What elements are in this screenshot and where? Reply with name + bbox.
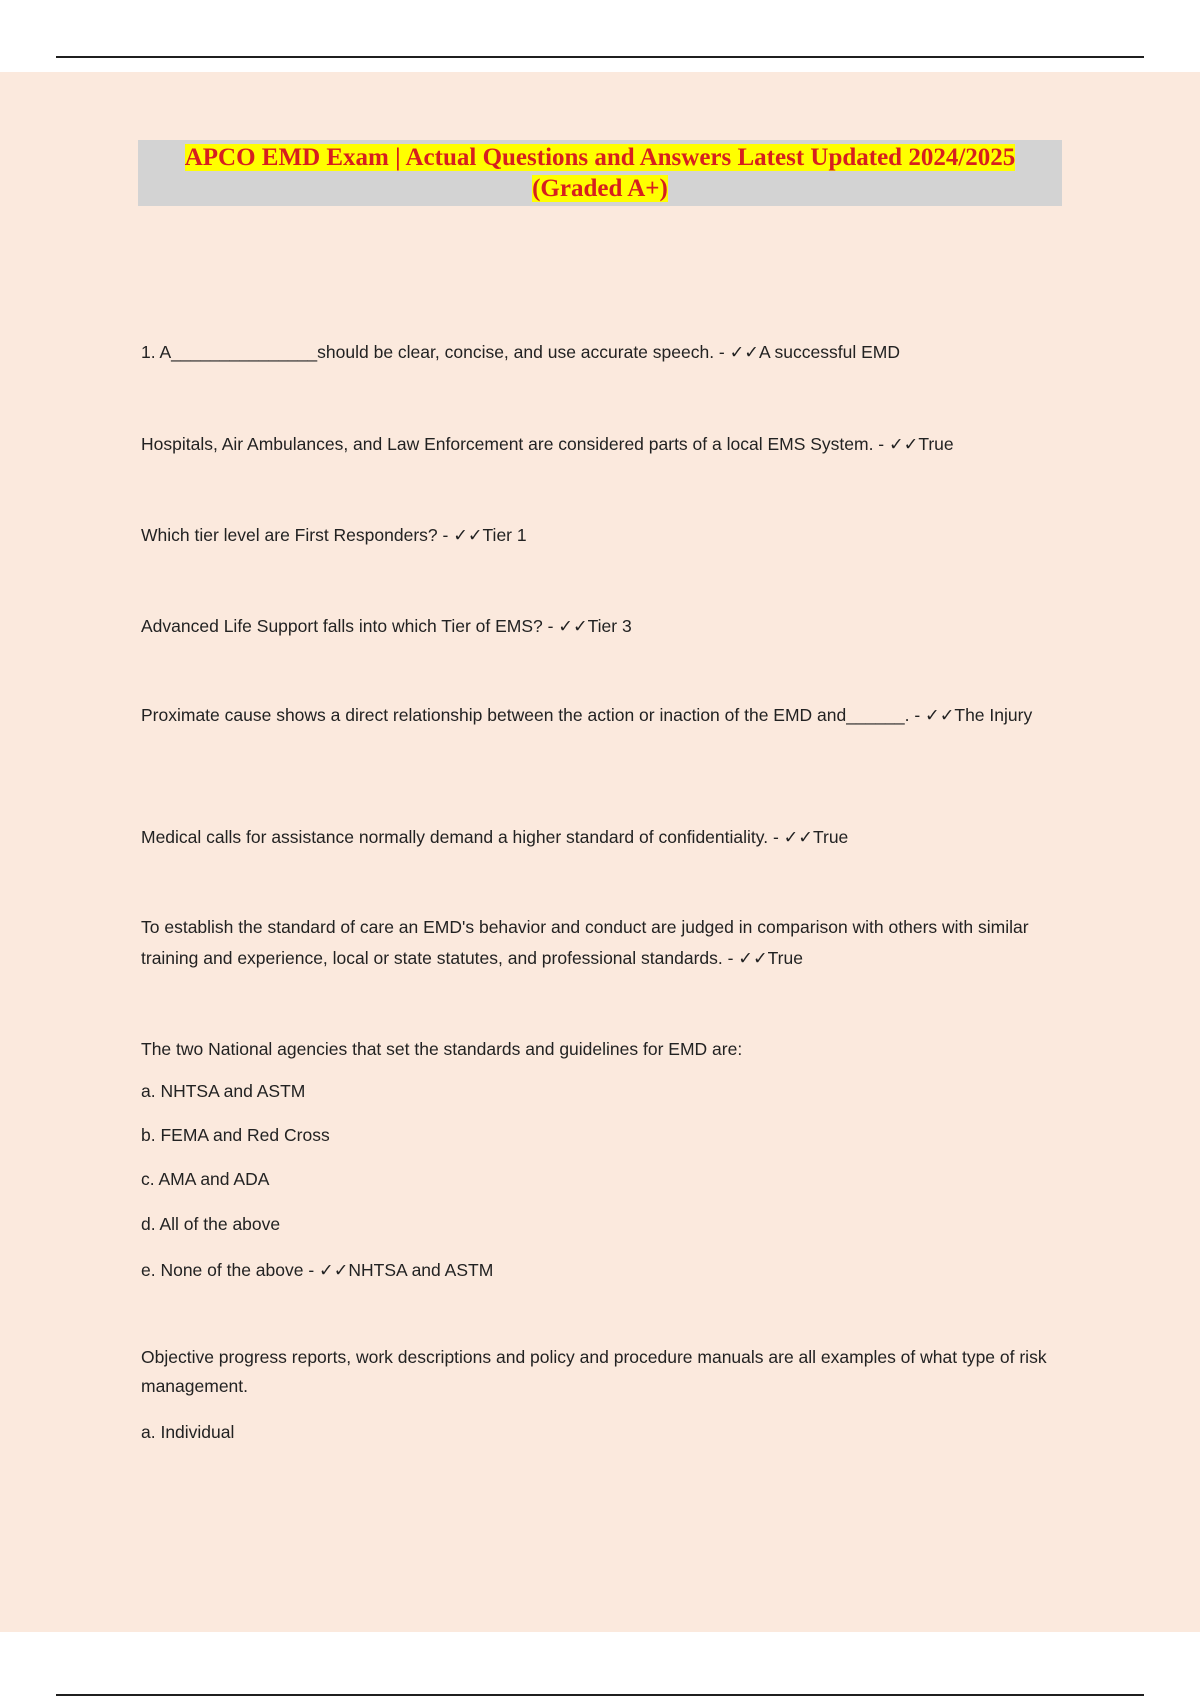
qa-item-1: 1. A_______________should be clear, concise, and use accurate speech. - ✓✓A successful EMD xyxy=(141,342,900,362)
qa-item-7: To establish the standard of care an EMD's behavior and conduct are judged in comparison with others with similar training and experience, local or state statutes, and professional standards. - ✓✓True xyxy=(141,917,1029,968)
qa-item-5: Proximate cause shows a direct relationship between the action or inaction of the EMD and______. - ✓✓The Injury xyxy=(141,705,1033,725)
qa-item-3: Which tier level are First Responders? - ✓✓Tier 1 xyxy=(141,525,527,545)
q8-option-b: b. FEMA and Red Cross xyxy=(141,1125,330,1145)
qa-item-9: Objective progress reports, work descriptions and policy and procedure manuals are all examples of what type of risk management. xyxy=(141,1347,1047,1396)
q9-option-a: a. Individual xyxy=(141,1422,235,1442)
q8-option-a: a. NHTSA and ASTM xyxy=(141,1081,306,1101)
qa-item-8: The two National agencies that set the standards and guidelines for EMD are: xyxy=(141,1039,743,1059)
qa-item-4: Advanced Life Support falls into which Tier of EMS? - ✓✓Tier 3 xyxy=(141,616,632,636)
q8-option-c: c. AMA and ADA xyxy=(141,1169,270,1189)
document-title: APCO EMD Exam | Actual Questions and Answers Latest Updated 2024/2025 (Graded A+) xyxy=(184,144,1016,202)
qa-item-2: Hospitals, Air Ambulances, and Law Enforcement are considered parts of a local EMS System. - ✓✓True xyxy=(141,434,954,454)
header-rule xyxy=(56,56,1144,58)
footer-rule xyxy=(56,1694,1144,1696)
qa-item-6: Medical calls for assistance normally demand a higher standard of confidentiality. - ✓✓True xyxy=(141,827,849,847)
q8-option-e: e. None of the above - ✓✓NHTSA and ASTM xyxy=(141,1260,494,1280)
q8-option-d: d. All of the above xyxy=(141,1214,281,1234)
